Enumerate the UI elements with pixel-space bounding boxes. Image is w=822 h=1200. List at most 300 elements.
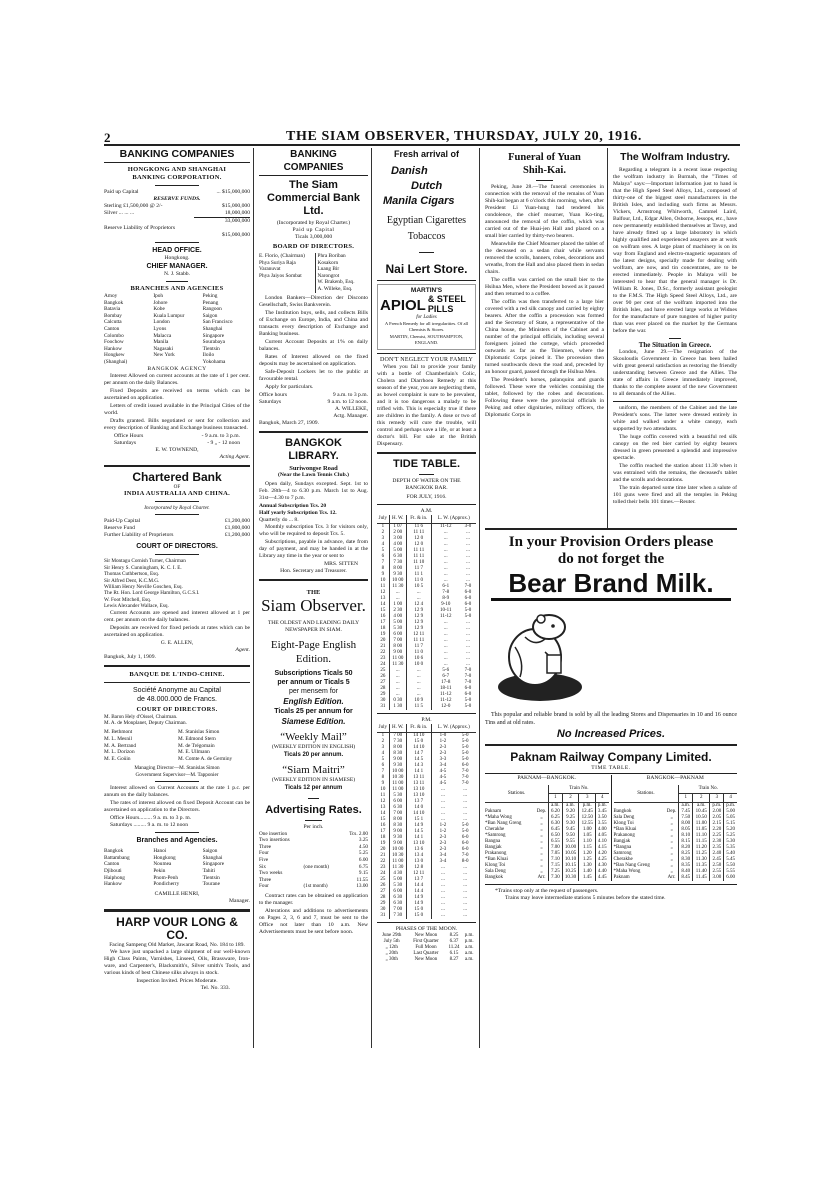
- tide-cell: 11 11: [406, 548, 431, 554]
- station-name: *Maha Wong: [613, 869, 641, 874]
- departure-time: 2.00: [710, 809, 724, 815]
- rate-label: One insertion: [259, 830, 288, 837]
- family-body: When you fail to provide your family with a bottle of Chamberlain's Colic, Cholera and Diarrhoea Remedy at this season of the year, you are neglecting them, as bowel complaint is sure to be prevalent, and it is too dangerous a malady to be trifled with. This is especially true if there are children in the family. A dose or two of this remedy will cure the trouble, will control and perhaps save a life, or at least a doctor's bill. For sale at the British Dispensary.: [377, 363, 476, 447]
- grid-cell: Hongkong: [153, 854, 176, 861]
- departure-time: 9.25: [562, 815, 579, 821]
- dep-arr-mark: „: [540, 839, 543, 844]
- grid-cell: Iloilo: [202, 352, 215, 359]
- departure-time: 3.45: [596, 809, 609, 815]
- wolfram-headline: The Wolfram Industry.: [620, 151, 730, 163]
- tide-cell: 14 7: [406, 751, 431, 757]
- director-name: Narongrot: [317, 272, 340, 279]
- grid-cell: Hanoi: [153, 848, 167, 855]
- tide-cell: 7 30: [389, 739, 406, 745]
- interest-text: Interest allowed on Current Accounts at the rate 1 p.c. per annum on the daily balances.: [104, 785, 250, 799]
- grid-cell: Tahiti: [202, 867, 215, 874]
- grid-cell: Djibouti: [104, 867, 122, 874]
- tide-cell: 13: [380, 595, 386, 601]
- tide-cell: ...: [463, 912, 468, 918]
- tide-cell: 10 30: [389, 853, 406, 859]
- current-account-text: Current Account Deposits at 1% on daily balances.: [259, 338, 368, 352]
- tide-cell: 10-11: [431, 608, 460, 614]
- departure-time: 1.00: [579, 827, 596, 833]
- tide-row: [377, 913, 476, 919]
- tide-cell: 2: [381, 738, 385, 744]
- pm-label: P.M.: [421, 716, 432, 723]
- tide-cell: ...: [431, 638, 460, 644]
- tide-cell: 6: [381, 762, 385, 768]
- branches-grid: [104, 293, 250, 366]
- departure-time: 1.20: [579, 851, 596, 857]
- departure-time: 4.15: [596, 845, 609, 851]
- dateline: Bangkok, July 1, 1909.: [104, 653, 156, 660]
- tide-cell: 11 00: [389, 781, 406, 787]
- rate-label: Three: [259, 843, 272, 850]
- cigars-manila: Manila Cigars: [383, 195, 455, 207]
- tide-cell: 11-12: [431, 523, 460, 530]
- grid-cell: London: [153, 319, 170, 326]
- grid-cell: Singapore: [202, 332, 225, 339]
- departure-time: 9.55: [562, 839, 579, 845]
- director-name: M. E. Ullmann: [178, 749, 210, 756]
- moon-phase-row: [377, 957, 476, 963]
- grid-cell: Canton: [104, 861, 120, 868]
- departure-time: 4.45: [596, 875, 609, 881]
- departure-time: 5.55: [724, 869, 737, 875]
- tide-cell: 6-0: [464, 595, 472, 601]
- dep-arr-mark: Arr.: [537, 875, 546, 880]
- subscriptions-text: Subscriptions, payable in advance, date from day of payment, and may be handed in at the Library any time in the year or sent to: [259, 538, 368, 559]
- tide-cell: 24: [380, 870, 386, 876]
- tide-cell: 13 11: [406, 775, 431, 781]
- moon-cell: a.m.: [464, 944, 474, 950]
- tide-cell: 28: [380, 894, 386, 900]
- paid-up-value: Ticals 3,000,000: [294, 234, 333, 240]
- departure-time: 6.25: [549, 815, 562, 821]
- tide-cell: 7: [381, 559, 385, 565]
- tide-cell: 23: [380, 655, 386, 661]
- tide-cell: 8 30: [389, 751, 406, 757]
- tide-cell: 5-0: [461, 750, 469, 756]
- dep-arr-mark: „: [670, 815, 673, 820]
- tide-cell: 9 30: [389, 763, 406, 769]
- the-label: THE: [306, 588, 321, 596]
- dep-arr-mark: „: [540, 845, 543, 850]
- departure-time: 4.00: [596, 827, 609, 833]
- director-name: M. Stanislas Simon: [178, 729, 220, 736]
- departure-time: 6.55: [549, 839, 562, 845]
- rate-row: [259, 850, 368, 857]
- hours-text: Open daily, Sundays excepted. Sept. 1st to Feb. 28th—4 to 6.30 p.m. March 1st to Aug. 31st—4.30 to 7 p.m.: [259, 480, 368, 501]
- tide-cell: ...: [466, 529, 470, 535]
- milk-brand: Bear Brand Milk.: [491, 568, 731, 601]
- station-name: Bangkok: [613, 809, 632, 814]
- london-bankers: London Bankers—Direction der Disconto Gesellschaft, Swiss Bankverein.: [259, 294, 368, 308]
- fine-print-2: MARTIN, Chemist, SOUTHAMPTON, ENGLAND.: [389, 333, 464, 346]
- departure-time: 5.20: [724, 827, 737, 833]
- column-banking-1: [104, 148, 254, 1048]
- station-name: *Maha Wong: [485, 815, 512, 820]
- per-inch: Per inch.: [303, 823, 324, 830]
- departure-time: 6.50: [549, 833, 562, 839]
- rate-value: 9.15: [358, 870, 368, 877]
- tide-cell: ...: [466, 535, 470, 541]
- departure-time: 10.50: [693, 815, 710, 821]
- grid-cell: Malacca: [153, 332, 172, 339]
- greece-subhead: The Situation in Greece.: [638, 341, 712, 349]
- tide-cell: ...: [466, 577, 470, 583]
- directors-left: [259, 253, 313, 293]
- tide-cell: ...: [431, 901, 454, 907]
- tide-cell: ...: [406, 692, 431, 698]
- moon-cell: 6.15: [449, 950, 459, 956]
- grid-cell: Saigon: [202, 312, 218, 319]
- tide-cell: 15: [380, 816, 386, 822]
- grid-cell: Shanghai: [202, 325, 223, 332]
- departure-time: 10.05: [562, 851, 579, 857]
- dep-arr-mark: „: [670, 869, 673, 874]
- tide-cell: 11 5: [406, 704, 431, 710]
- siam-maitri: “Siam Maitri”: [282, 763, 345, 776]
- tide-cell: 15 0: [406, 739, 431, 745]
- tide-cell: 14 9: [406, 823, 431, 829]
- newspaper-title: THE SIAM OBSERVER, THURSDAY, JULY 20, 1916.: [286, 129, 642, 144]
- tide-cell: ...: [463, 798, 468, 804]
- departure-time: 11.25: [693, 851, 710, 857]
- inspection-note: Inspection Invited. Prices Moderate.: [136, 977, 218, 984]
- moon-cell: „ 12th: [385, 944, 398, 950]
- tide-cell: 9 00: [389, 829, 406, 835]
- rate-value: 4.50: [358, 843, 368, 850]
- reserve-total: 33,000,000: [194, 217, 250, 225]
- tide-cell: ...: [389, 674, 406, 680]
- tide-cell: 25: [380, 876, 386, 882]
- signatory: E. W. TOWNEND,: [155, 446, 199, 453]
- tide-cell: 2-3: [431, 751, 454, 757]
- tide-cell: 5: [381, 547, 385, 553]
- timetable-left: [485, 785, 609, 881]
- tide-cell: 14 4: [406, 889, 431, 895]
- tide-cell: ...: [431, 662, 460, 668]
- court-header: COURT OF DIRECTORS.: [136, 543, 218, 551]
- tide-cell: ...: [389, 590, 406, 596]
- departure-time: 5.45: [724, 857, 737, 863]
- tide-cell: 11-12: [431, 614, 460, 620]
- tide-cell: ...: [389, 668, 406, 674]
- fixed-text: Rates of Interest allowed on the fixed deposits may be ascertained on application.: [259, 353, 368, 367]
- ad-body: We have just unpacked a large shipment of our well-known High Class Paints, Varnishes, Linseed, Oils, Brassware, Iron-ware, and Carpenter's, Blacksmith's, Silver smith's Tools, and various kinds of best Chinese silks always in stock.: [104, 948, 250, 976]
- tide-cell: 13 7: [406, 799, 431, 805]
- tide-cell: 12 9: [406, 608, 431, 614]
- board-header: BOARD OF DIRECTORS.: [272, 243, 355, 250]
- tide-header-row: [377, 724, 476, 733]
- departure-time: 4.40: [596, 869, 609, 875]
- signatory-title: Acting Agent.: [219, 453, 250, 460]
- rate-value: 6.00: [358, 856, 368, 863]
- article-paragraph: The President's horses, palanquins and guards followed. These were the vehicles containing the tablet, followed by the robes and decorations. Following these were the provincial officials in Peking and other dignitaries, military officers, the Diplomatic Corps in: [485, 377, 604, 418]
- tide-cell: ...: [431, 889, 454, 895]
- tide-cell: 7: [381, 768, 385, 774]
- tide-cell: 5-0: [464, 607, 472, 613]
- director-name: E. Florio, (Chairman): [259, 253, 305, 259]
- departure-time: 8.30: [679, 857, 693, 863]
- station-name: Prakanong: [613, 833, 635, 838]
- ampm: a.m.: [562, 803, 579, 810]
- tide-cell: 7-0: [461, 780, 469, 786]
- departure-time: 2.45: [710, 857, 724, 863]
- departure-time: 6.30: [549, 821, 562, 827]
- tide-cell: 18-11: [431, 686, 460, 692]
- company-name: HARP VOUR LONG & CO.: [116, 914, 238, 942]
- reserve-value: £1,800,000: [224, 525, 250, 532]
- rate-label: Five: [259, 856, 269, 863]
- tide-cell: 28: [380, 685, 386, 691]
- grid-cell: Foochow: [104, 339, 124, 346]
- tide-cell: 2-3: [431, 745, 454, 751]
- tide-cell: 6 00: [389, 889, 406, 895]
- grid-cell: Peking: [202, 293, 218, 299]
- grid-cell: Bangkok: [104, 299, 124, 306]
- tide-cell: 6-0: [461, 834, 469, 840]
- tide-cell: 5 30: [389, 793, 406, 799]
- tide-cell: ...: [431, 644, 460, 650]
- subtitle-1: Société Anonyme au Capital: [133, 686, 221, 694]
- cigars-danish: Danish: [391, 165, 428, 177]
- tide-cell: 5-6: [431, 668, 460, 674]
- rate-note: [304, 850, 341, 857]
- tide-cell: 14 4: [406, 883, 431, 889]
- grid-cell: Johore: [153, 299, 168, 306]
- tide-cell: ...: [431, 787, 454, 793]
- departure-time: 11.30: [693, 857, 710, 863]
- office-hours-value: 9 a.m. to 3 p.m.: [332, 391, 368, 398]
- tide-cell: 14 10: [406, 811, 431, 817]
- tide-cell: 7-0: [464, 679, 472, 685]
- rate-row: [259, 837, 368, 844]
- train-header: Train No.: [549, 785, 609, 794]
- incorporated: Incorporated by Royal Charter.: [144, 504, 210, 511]
- tide-cell: ...: [406, 596, 431, 602]
- tide-cell: 7 30: [389, 913, 406, 919]
- tide-cell: 13 0: [406, 859, 431, 865]
- drafts-text: Drafts granted. Bills negotiated or sent for collection and every description of Banking and Exchange business transacted.: [104, 417, 250, 431]
- tide-cell: 9 00: [389, 650, 406, 656]
- article-paragraph: The huge coffin covered with a beautiful red silk canopy on the red bier carried by eighty bearers dressed in green presented a splendid and impressive spectacle.: [613, 434, 737, 461]
- dep-arr-mark: „: [540, 869, 543, 874]
- tide-cell: 14: [380, 810, 386, 816]
- bank-name: The Siam Commercial Bank Ltd.: [267, 179, 360, 217]
- tide-cell: 6-0: [464, 601, 472, 607]
- station-name: Paknam: [613, 875, 630, 880]
- cigars-tobaccos: Tobaccos: [407, 231, 446, 242]
- tide-cell: 8-9: [431, 596, 460, 602]
- departure-time: 5.00: [724, 809, 737, 815]
- tide-cell: 12: [380, 798, 386, 804]
- tide-cell: 13 7: [406, 877, 431, 883]
- tide-cell: 11 11: [406, 638, 431, 644]
- tide-cell: ...: [466, 631, 470, 637]
- departure-time: 4.05: [596, 833, 609, 839]
- tide-col-header: Ft. & in.: [406, 515, 431, 524]
- station-name: Klong Toi: [613, 821, 634, 826]
- safe-deposit-text: Safe-Deposit Lockers let to the public at favourable rental.: [259, 368, 368, 382]
- station-name: *Ban Nang Greng: [613, 863, 650, 868]
- tide-cell: 11 30: [389, 662, 406, 668]
- tide-cell: 6-0: [464, 589, 472, 595]
- tide-cell: ...: [463, 804, 468, 810]
- rate-row: [259, 864, 368, 871]
- grid-cell: Lyons: [153, 325, 167, 332]
- liability-label: Further Liability of Proprietors: [104, 532, 174, 539]
- address: Facing Sampeng Old Market, Jawarat Road, No. 184 to 189.: [109, 941, 245, 948]
- liability-value: $15,000,000: [222, 232, 250, 238]
- tide-cell: 6-1: [431, 584, 460, 590]
- article-paragraph: Meanwhile the Chief Mourner placed the tablet of the deceased on a sedan chair while servants removed the scrolls, banners, robes, decorations and wreaths, from the Hall and also placed them in sedan chairs.: [485, 241, 604, 275]
- tide-cell: ...: [431, 895, 454, 901]
- tide-cell: 1 30: [389, 704, 406, 710]
- monthly-text: Monthly subscription Tcs. 3 for visitors only, who will be required to deposit Tcs. 5.: [259, 523, 368, 537]
- tide-cell: 14 9: [406, 895, 431, 901]
- tide-cell: ...: [431, 865, 454, 871]
- tide-cell: 8-0: [461, 858, 469, 864]
- tide-cell: 3-4: [431, 763, 454, 769]
- tide-cell: ...: [466, 625, 470, 631]
- dep-arr-mark: Dep.: [536, 809, 547, 814]
- departure-time: 5.30: [724, 839, 737, 845]
- departure-time: 2.55: [710, 869, 724, 875]
- deposits-text: Deposits are received for fixed periods at rates which can be ascertained on application.: [104, 624, 250, 638]
- tide-cell: 5-0: [461, 732, 469, 738]
- tide-cell: 7-0: [464, 673, 472, 679]
- director-name: William Henry Neville Goschen, Esq.: [104, 583, 183, 590]
- tide-table: [377, 458, 476, 963]
- column-ads-tide: [374, 148, 480, 1048]
- tide-cell: ...: [431, 817, 454, 823]
- station-header: Stations.: [614, 785, 679, 803]
- tide-cell: 8 00: [389, 566, 406, 572]
- phases-header: PHASES OF THE MOON.: [395, 925, 458, 932]
- direction-right: BANGKOK—PAKNAM: [646, 775, 704, 781]
- tide-cell: 12 8: [406, 865, 431, 871]
- tide-cell: 9 30: [389, 835, 406, 841]
- director-name: The Rt. Hon. Lord George Hamilton, G.C.S.I.: [104, 590, 200, 597]
- tide-cell: ...: [463, 894, 468, 900]
- tide-cell: 14 10: [406, 732, 431, 739]
- tide-cell: ...: [466, 565, 470, 571]
- siamese-edition: Siamese Edition.: [281, 716, 346, 726]
- tide-cell: 5-0: [461, 756, 469, 762]
- tide-col-header: L. W. (Approx.): [431, 515, 476, 524]
- tide-cell: ...: [466, 661, 470, 667]
- signatory-title: Actg. Manager.: [333, 412, 368, 419]
- departure-time: 10.15: [562, 863, 579, 869]
- train-number: 3: [710, 794, 724, 803]
- current-accounts-text: Current Accounts are opened and interest allowed at 1 per cent. per annum on the daily balances.: [104, 609, 250, 623]
- departure-time: 1.15: [579, 845, 596, 851]
- ampm: a.m.: [693, 803, 710, 810]
- departure-time: 9.45: [562, 827, 579, 833]
- secretary-title: Hon. Secretary and Treasurer.: [280, 567, 347, 574]
- tide-cell: 5: [381, 756, 385, 762]
- rate-note: (1st month): [303, 883, 328, 890]
- saturdays-label: Saturdays: [114, 439, 137, 446]
- tide-cell: 18: [380, 625, 386, 631]
- directors-grid: [104, 729, 250, 762]
- tide-cell: 30: [380, 906, 386, 912]
- tide-cell: 11 0: [406, 578, 431, 584]
- edition-2: Edition.: [295, 652, 332, 665]
- tide-cell: 4 00: [389, 614, 406, 620]
- harp-vour-long-ad: [104, 916, 250, 992]
- rate-value: 13.00: [356, 883, 368, 890]
- tide-cell: 13 10: [406, 787, 431, 793]
- moon-phases-table: [377, 933, 476, 963]
- timetable-right: [614, 785, 738, 881]
- station-name: *Ban Kluai: [613, 827, 637, 832]
- bank-name: HONGKONG AND SHANGHAI: [127, 166, 227, 173]
- fixed-text: The rates of interest allowed on fixed Deposit Account can be ascertained on application to the Directors.: [104, 800, 250, 814]
- bank-name: Chartered Bank: [132, 469, 222, 484]
- departure-time: 1.10: [579, 839, 596, 845]
- departure-time: 11.05: [693, 827, 710, 833]
- tide-cell: 10 9: [406, 698, 431, 704]
- departure-time: 1.05: [579, 833, 596, 839]
- tide-cell: 12 9: [406, 626, 431, 632]
- tide-cell: 11 11: [406, 554, 431, 560]
- grid-cell: Noumea: [153, 861, 172, 868]
- rate-label: Four: [259, 850, 269, 857]
- tide-cell: 29: [380, 691, 386, 697]
- departure-time: 10.25: [562, 869, 579, 875]
- departure-time: 5.25: [724, 833, 737, 839]
- am-label: A.M.: [420, 507, 433, 514]
- tide-cell: ...: [406, 686, 431, 692]
- station-name: *Samrong: [485, 833, 506, 838]
- departure-time: 11.45: [693, 875, 710, 881]
- dep-arr-mark: Dep.: [666, 809, 677, 814]
- dateline: Bangkok, March 27, 1909.: [259, 419, 319, 426]
- tide-cell: ...: [431, 530, 460, 536]
- departure-time: 4.25: [596, 857, 609, 863]
- saturdays-value: 9 a.m. to 12 noon.: [327, 398, 368, 405]
- tide-cell: 7 00: [389, 811, 406, 817]
- tide-cell: 12 9: [406, 620, 431, 626]
- tide-cell: 17: [380, 619, 386, 625]
- paknam-railway-timetable: [485, 750, 737, 902]
- tide-cell: 10 0: [406, 662, 431, 668]
- tide-cell: 12 0: [406, 536, 431, 542]
- grid-cell: Kuala Lumpur: [153, 312, 185, 319]
- tide-cell: 9-10: [431, 602, 460, 608]
- tide-cell: 17-8: [431, 680, 460, 686]
- tide-cell: 5-0: [464, 697, 472, 703]
- tide-cell: 10 5: [406, 584, 431, 590]
- tide-cell: 13 11: [406, 781, 431, 787]
- tide-cell: 26: [380, 673, 386, 679]
- timetable-bangkok-paknam: [612, 775, 738, 881]
- tide-cell: 15: [380, 607, 386, 613]
- moon-cell: a.m.: [464, 956, 474, 962]
- article-paragraph: Regarding a telegram in a recent issue respecting the wolfram industry in Burmah, the "Times of Malaya" says:—Important information just to hand is that the High Speed Steel Alloys, Ltd., composed of thirty-one of the biggest steel manufacturers in the British Isles, and including such firms as Messrs. Vickers, Armstrong Whitworth, Cammel Laird, Balfour, Ltd., Edgar Allen, Osborne, Jessops, etc., have now permanently established themselves at Tavoy, and have already fitted up a large laboratory in which highly qualified and experienced assayers are at work on wolfram ores. A large plant of machinery is on its way from England and electro-magnetic separators of the latest designs, specially made for dealing with wolfram, are now, and tin concentrates, are to be erected immediately. People in Malaya will be interested to hear that the general manager is Dr. William R. Jones, D.Sc., formerly assistant geologist to the F.M.S. The High Speed Steel Alloys, Ltd., are over 90 per cent of the wolfram imported into the British Isles, and have erected large works at Widnes for the manufacture of pure tungsten of higher purity than was ever placed on the market by the Germans before the war.: [613, 167, 737, 334]
- tide-cell: 4: [381, 541, 385, 547]
- tide-cell: 9 30: [389, 572, 406, 578]
- sub-1: Subscriptions Ticals 50: [274, 669, 353, 677]
- tagline-1: THE OLDEST AND LEADING DAILY: [267, 619, 360, 626]
- weekly-mail-price: Ticals 20 per annum.: [283, 751, 344, 758]
- tide-cell: ...: [463, 900, 468, 906]
- tide-cell: ...: [431, 805, 454, 811]
- signatory-title: Manager.: [229, 897, 250, 904]
